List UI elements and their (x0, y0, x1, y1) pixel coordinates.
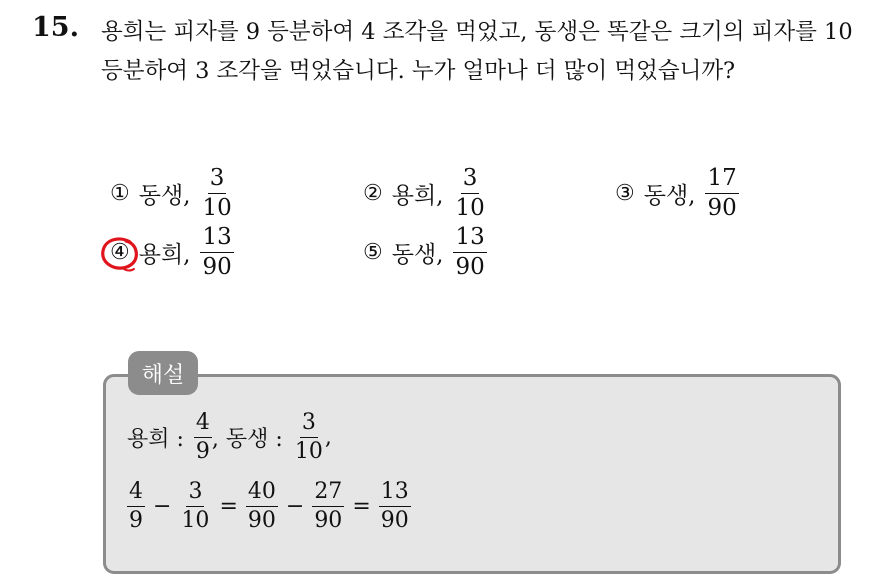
option-fraction (453, 226, 486, 279)
denominator: 90 (380, 508, 409, 533)
denominator: 10 (181, 508, 210, 533)
minus-sign: − (285, 494, 305, 519)
denominator: 90 (247, 508, 276, 533)
fraction-4 (312, 481, 344, 532)
option-fraction (200, 167, 233, 220)
option-person: 동생, (643, 183, 696, 209)
denominator: 90 (707, 195, 737, 221)
equals-sign: = (219, 494, 238, 519)
option-number: ① (110, 181, 130, 206)
option-person: 동생, (138, 183, 191, 209)
minus-sign: − (153, 494, 172, 519)
denominator: 90 (455, 254, 485, 280)
option-3[interactable] (615, 167, 739, 220)
fraction-1 (127, 481, 145, 532)
question-number: 15. (32, 12, 79, 43)
solution-line-1 (127, 412, 332, 463)
solution-box (103, 374, 841, 574)
line-end-comma: , (324, 425, 332, 450)
option-number: ③ (615, 181, 635, 206)
solution-tab: 해설 (128, 351, 198, 395)
denominator: 10 (202, 195, 232, 221)
fraction-5 (379, 481, 411, 532)
answer-circle-mark (100, 236, 142, 272)
sibling-fraction (293, 412, 325, 463)
numerator: 4 (127, 481, 145, 507)
numerator: 3 (300, 412, 318, 438)
denominator: 90 (202, 254, 232, 280)
option-fraction (200, 226, 233, 279)
fraction-2 (179, 481, 211, 532)
yonghee-fraction (194, 412, 212, 463)
numerator: 13 (453, 226, 486, 253)
numerator: 13 (200, 226, 233, 253)
denominator: 10 (455, 195, 485, 221)
numerator: 13 (379, 481, 411, 507)
option-fraction (453, 167, 486, 220)
option-number: ④ (110, 240, 130, 265)
numerator: 27 (312, 481, 344, 507)
option-5[interactable] (363, 226, 487, 279)
solution-line-2 (127, 481, 411, 532)
fraction-3 (246, 481, 278, 532)
numerator: 4 (194, 412, 212, 438)
numerator: 17 (705, 167, 738, 194)
denominator: 90 (314, 508, 343, 533)
option-number: ⑤ (363, 240, 383, 265)
option-1[interactable] (110, 167, 234, 220)
denominator: 9 (129, 508, 143, 533)
option-person: 용희, (138, 242, 191, 268)
numerator: 3 (461, 167, 480, 194)
denominator: 10 (294, 439, 323, 464)
option-2[interactable] (363, 167, 487, 220)
option-person: 동생, (391, 242, 444, 268)
numerator: 3 (208, 167, 227, 194)
denominator: 9 (195, 439, 210, 464)
equals-sign: = (352, 494, 371, 519)
option-fraction (705, 167, 738, 220)
numerator: 3 (186, 481, 204, 507)
numerator: 40 (246, 481, 278, 507)
option-number: ② (363, 181, 383, 206)
question-text: 용희는 피자를 9 등분하여 4 조각을 먹었고, 동생은 똑같은 크기의 피자를 10 등분하여 3 조각을 먹었습니다. 누가 얼마나 더 많이 먹었습니까? (101, 19, 853, 84)
option-person: 용희, (391, 183, 444, 209)
yonghee-label: 용희 : (127, 427, 184, 452)
sibling-label: , 동생 : (211, 427, 283, 452)
